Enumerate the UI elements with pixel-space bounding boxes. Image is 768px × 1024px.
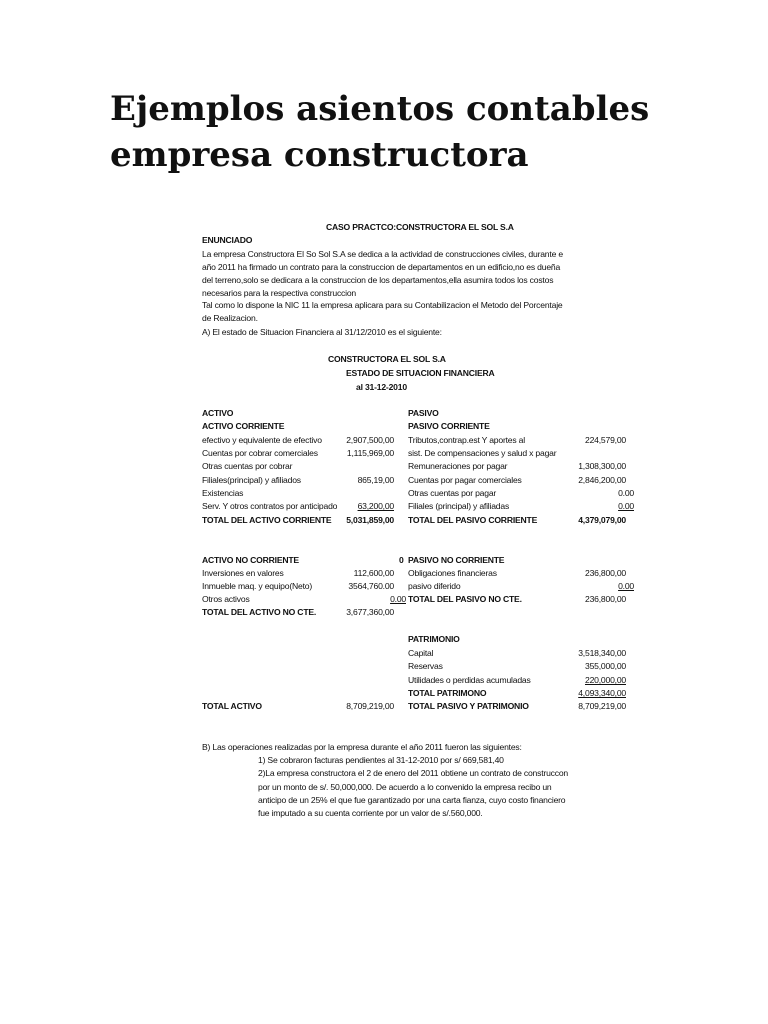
activo-corriente-total-value: 5,031,859,00	[346, 515, 394, 525]
activo-no-corriente-zero: 0	[399, 555, 404, 565]
enunciado-heading: ENUNCIADO	[202, 235, 253, 245]
activo-no-corriente-total-value: 3,677,360,00	[346, 607, 394, 617]
operacion-item-2-line: anticipo de un 25% el que fue garantizado por una carta fianza, cuyo costo financiero	[258, 795, 566, 805]
patrimonio-row-label: Reservas	[408, 661, 443, 671]
activo-total-label: TOTAL ACTIVO	[202, 701, 262, 711]
pasivo-row-value: 2,846,200,00	[578, 475, 626, 485]
activo-total-value: 8,709,219,00	[346, 701, 394, 711]
pasivo-row-label: Remuneraciones por pagar	[408, 461, 508, 471]
activo-no-corriente-heading: ACTIVO NO CORRIENTE	[202, 555, 299, 565]
activo-nc-row-label: Inversiones en valores	[202, 568, 284, 578]
enunciado-line: año 2011 ha firmado un contrato para la construccion de departamentos en un edificio,no es dueña	[202, 262, 561, 272]
pasivo-patrimonio-total-value: 8,709,219,00	[578, 701, 626, 711]
activo-corriente-total-label: TOTAL DEL ACTIVO CORRIENTE	[202, 515, 332, 525]
pasivo-corriente-total-value: 4,379,079,00	[578, 515, 626, 525]
activo-row-value: 2,907,500,00	[346, 435, 394, 445]
pasivo-row-value: 1,308,300,00	[578, 461, 626, 471]
activo-corriente-heading: ACTIVO CORRIENTE	[202, 421, 285, 431]
enunciado-line: A) El estado de Situacion Financiera al 31/12/2010 es el siguiente:	[202, 327, 442, 337]
operacion-item-2-line: fue imputado a su cuenta corriente por un valor de s/.560,000.	[258, 808, 483, 818]
activo-nc-row-value: 3564,760.00	[348, 581, 394, 591]
pasivo-nc-row-value: 0.00	[618, 581, 634, 591]
patrimonio-total-label: TOTAL PATRIMONO	[408, 688, 487, 698]
pasivo-row-value: 0.00	[618, 488, 634, 498]
activo-row-label: Existencias	[202, 488, 244, 498]
pasivo-row-label: Cuentas por pagar comerciales	[408, 475, 522, 485]
patrimonio-row-value: 220,000,00	[584, 675, 626, 685]
page-title-line-1: Ejemplos asientos contables	[110, 89, 650, 129]
patrimonio-row-value: 355,000,00	[584, 661, 626, 671]
pasivo-heading: PASIVO	[408, 408, 439, 418]
activo-row-label: Otras cuentas por cobrar	[202, 461, 293, 471]
activo-row-label: Cuentas por cobrar comerciales	[202, 448, 318, 458]
activo-heading: ACTIVO	[202, 408, 234, 418]
pasivo-row-label: Otras cuentas por pagar	[408, 488, 497, 498]
pasivo-row-label: sist. De compensaciones y salud x pagar	[408, 448, 557, 458]
activo-nc-row-value: 112,600,00	[353, 568, 394, 578]
enunciado-line: del terreno,solo se dedicara a la construccion de los departamentos,ella asumira todos los costos	[202, 275, 554, 285]
enunciado-line: La empresa Constructora El So Sol S.A se dedica a la actividad de construcciones civiles, durante e	[202, 249, 563, 259]
activo-row-label: Serv. Y otros contratos por anticipado	[202, 501, 338, 511]
statement-company: CONSTRUCTORA EL SOL S.A	[328, 354, 446, 364]
statement-date: al 31-12-2010	[356, 382, 407, 392]
patrimonio-total-value: 4,093,340,00	[578, 688, 626, 698]
activo-nc-row-label: Inmueble maq. y equipo(Neto)	[202, 581, 313, 591]
pasivo-row-label: Tributos,contrap.est Y aportes al	[408, 435, 525, 445]
operacion-item-1: 1) Se cobraron facturas pendientes al 31-12-2010 por s/ 669,581,40	[258, 755, 504, 765]
pasivo-row-value: 0.00	[618, 501, 634, 511]
pasivo-no-corriente-heading: PASIVO NO CORRIENTE	[408, 555, 505, 565]
patrimonio-heading: PATRIMONIO	[408, 634, 460, 644]
enunciado-line: necesarios para la respectiva construccion	[202, 288, 357, 298]
pasivo-no-corriente-total-label: TOTAL DEL PASIVO NO CTE.	[408, 594, 522, 604]
operacion-item-2-line: 2)La empresa constructora el 2 de enero del 2011 obtiene un contrato de construccon	[258, 768, 569, 778]
activo-nc-row-value: 0.00	[390, 594, 406, 604]
operacion-item-2-line: por un monto de s/. 50,000,000. De acuerdo a lo convenido la empresa recibo un	[258, 782, 552, 792]
enunciado-line: de Realizacion.	[202, 313, 258, 323]
pasivo-corriente-total-label: TOTAL DEL PASIVO CORRIENTE	[408, 515, 538, 525]
activo-no-corriente-total-label: TOTAL DEL ACTIVO NO CTE.	[202, 607, 317, 617]
activo-row-value: 63,200,00	[357, 501, 394, 511]
enunciado-line: Tal como lo dispone la NIC 11 la empresa aplicara para su Contabilizacion el Metodo del Porcentaje	[202, 300, 563, 310]
pasivo-row-label: Filiales (principal) y afiliadas	[408, 501, 510, 511]
patrimonio-row-label: Capital	[408, 648, 434, 658]
statement-name: ESTADO DE SITUACION FINANCIERA	[346, 368, 495, 378]
pasivo-nc-row-value: 236,800,00	[584, 568, 626, 578]
activo-row-label: Filiales(principal) y afiliados	[202, 475, 301, 485]
pasivo-no-corriente-total-value: 236,800,00	[584, 594, 626, 604]
activo-row-label: efectivo y equivalente de efectivo	[202, 435, 322, 445]
pasivo-patrimonio-total-label: TOTAL PASIVO Y PATRIMONIO	[408, 701, 529, 711]
case-title: CASO PRACTCO:CONSTRUCTORA EL SOL S.A	[326, 222, 514, 232]
operaciones-intro: B) Las operaciones realizadas por la empresa durante el año 2011 fueron las siguientes:	[202, 742, 522, 752]
page-title-line-2: empresa constructora	[110, 135, 529, 175]
pasivo-nc-row-label: pasivo diferido	[408, 581, 461, 591]
activo-row-value: 1,115,969,00	[346, 448, 394, 458]
activo-row-value: 865,19,00	[357, 475, 394, 485]
pasivo-corriente-heading: PASIVO CORRIENTE	[408, 421, 490, 431]
patrimonio-row-label: Utilidades o perdidas acumuladas	[408, 675, 531, 685]
activo-nc-row-label: Otros activos	[202, 594, 250, 604]
pasivo-nc-row-label: Obligaciones financieras	[408, 568, 497, 578]
patrimonio-row-value: 3,518,340,00	[578, 648, 626, 658]
pasivo-row-value: 224,579,00	[584, 435, 626, 445]
